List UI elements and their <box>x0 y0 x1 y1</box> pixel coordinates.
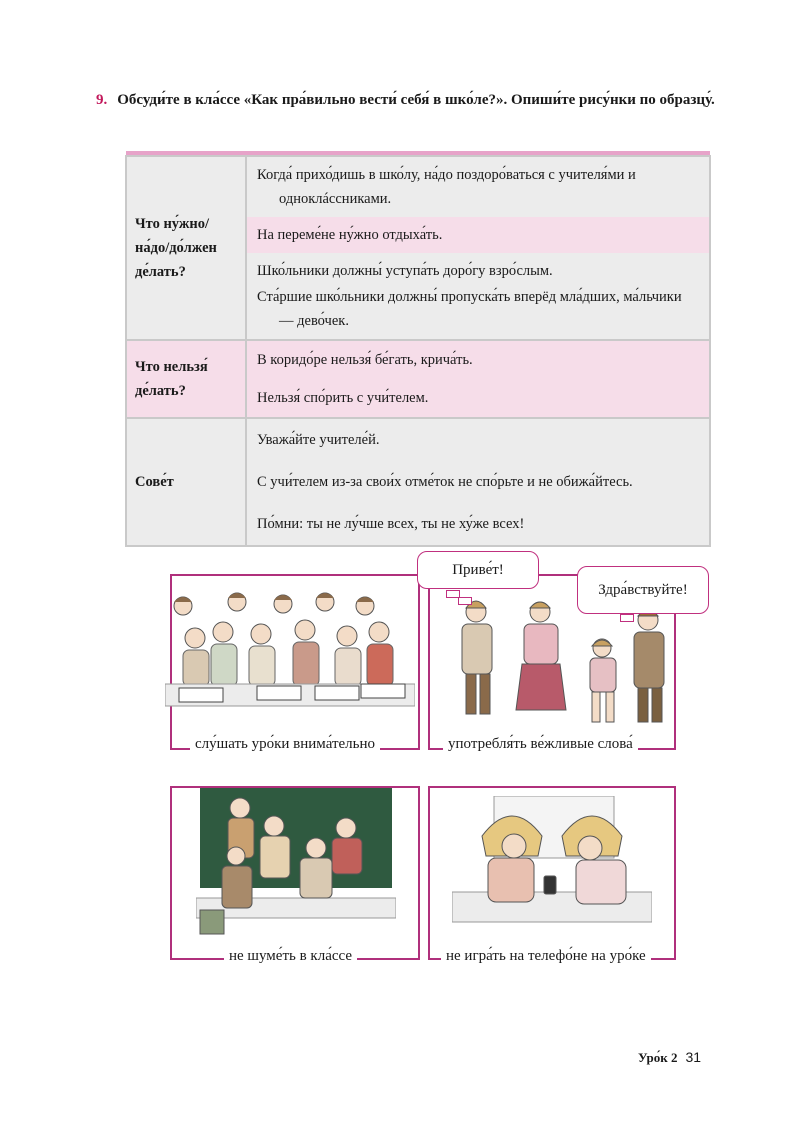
table-row <box>126 156 710 340</box>
page-footer <box>638 1049 701 1066</box>
lesson-label: Уро́к 2 <box>638 1050 678 1065</box>
task-9 <box>96 86 716 114</box>
caption-no-noise: не шуме́ть в кла́ссе <box>224 948 357 965</box>
rule-line: На переме́не ну́жно отдыха́ть. <box>247 217 709 253</box>
students-illustration <box>165 584 415 724</box>
rule-line: Нельзя́ спо́рить с учи́телем. <box>247 379 709 417</box>
caption-listening: слу́шать уро́ки внима́тельно <box>190 736 380 753</box>
rule-line: По́мни: ты не лу́чше всех, ты не ху́же всех! <box>247 503 709 545</box>
rule-line: Ста́ршие шко́льники должны́ пропуска́ть вперёд мла́дших, ма́льчики — дево́чек. <box>247 283 709 339</box>
noisy-classroom-illustration <box>196 786 396 941</box>
caption-polite-words: употребля́ть ве́жливые слова́ <box>443 736 638 753</box>
speech-bubble-hi: Приве́т! <box>417 551 539 589</box>
task-number: 9. <box>96 92 108 108</box>
category-forbidden: Что нельзя́ де́лать? <box>126 340 246 418</box>
rule-line: Шко́льники должны́ уступа́ть доро́гу взро́слым. <box>247 253 709 283</box>
page-number: 31 <box>685 1049 702 1065</box>
caption-no-phone: не игра́ть на телефо́не на уро́ке <box>441 948 651 965</box>
task-text: Обсуди́те в кла́ссе «Как пра́вильно вести́ себя́ в шко́ле?». Опиши́те рису́нки по образцу́. <box>117 92 715 108</box>
rules-table <box>125 151 711 547</box>
category-must: Что ну́жно/ на́до/до́лжен де́лать? <box>126 156 246 340</box>
rule-line: В коридо́ре нельзя́ бе́гать, крича́ть. <box>247 341 709 379</box>
phone-girls-illustration <box>452 796 652 941</box>
category-advice: Сове́т <box>126 418 246 546</box>
rule-line: Когда́ прихо́дишь в шко́лу, на́до поздоро́ваться с учителя́ми и одноклáссниками. <box>247 157 709 217</box>
rule-line: С учи́телем из-за свои́х отме́ток не спо́рьте и не обижа́йтесь. <box>247 461 709 503</box>
table-row <box>126 418 710 546</box>
speech-bubble-hello: Здра́вствуйте! <box>577 566 709 614</box>
rule-line: Уважа́йте учителе́й. <box>247 419 709 461</box>
table-row <box>126 340 710 418</box>
